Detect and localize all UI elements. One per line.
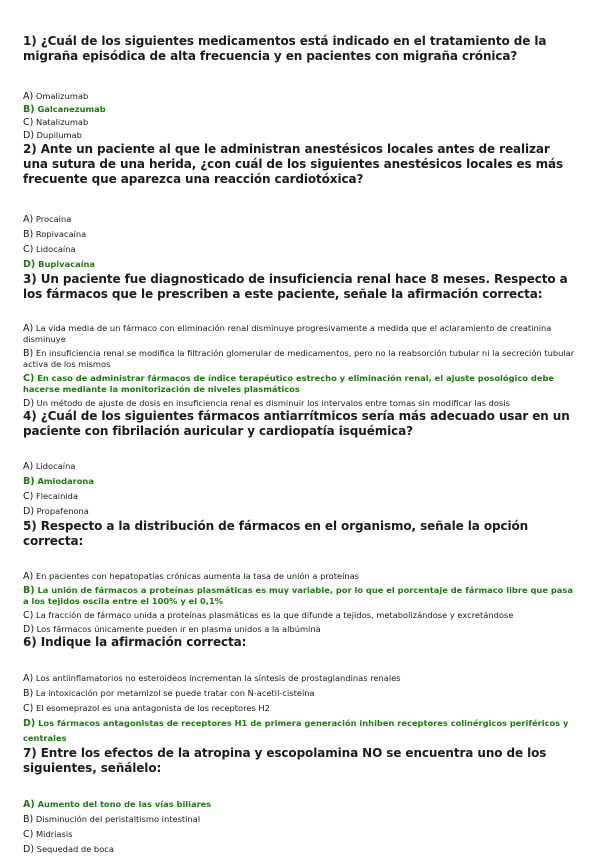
question-text: 2) Ante un paciente al que le administran anestésicos locales antes de realizar una sutura de una herida, ¿con cuál de los siguientes anestésicos locales es más frecuente que aparezca una reacción cardiotóxica? — [23, 142, 564, 186]
option-d: D) Los fármacos únicamente pueden ir en plasma unidos a la albúmina — [23, 624, 321, 635]
question-6 — [23, 635, 578, 746]
question-2 — [23, 142, 578, 272]
option-b: B) Galcanezumab — [23, 104, 106, 115]
question-list — [23, 34, 578, 857]
option-c: C) La fracción de fármaco unida a proteínas plasmáticas es la que difunde a tejidos, metabolizándose y excretándose — [23, 610, 514, 621]
question-text: 5) Respecto a la distribución de fármacos en el organismo, señale la opción correcta: — [23, 519, 529, 548]
option-b: B) Disminución del peristaltismo intestinal — [23, 814, 201, 825]
option-d: D) Bupivacaína — [23, 259, 96, 270]
option-b: B) En insuficiencia renal se modifica la filtración glomerular de medicamentos, pero no la reabsorción tubular ni la secreción tubular activa de los mismos — [23, 348, 575, 369]
option-a: A) En pacientes con hepatopatías crónicas aumenta la tasa de unión a proteínas — [23, 571, 360, 582]
option-a: A) Procaína — [23, 214, 72, 225]
options — [23, 459, 578, 519]
option-d: D) Un método de ajuste de dosis en insuficiencia renal es disminuir los intervalos entre tomas sin modificar las dosis — [23, 398, 510, 409]
option-a: A) Lidocaína — [23, 461, 76, 472]
option-d: D) Dupilumab — [23, 130, 82, 141]
options — [23, 90, 578, 142]
option-b: B) La intoxicación por metamizol se puede tratar con N-acetil-cisteína — [23, 688, 315, 699]
option-c: C) Flecainida — [23, 491, 79, 502]
option-a: A) Aumento del tono de las vías biliares — [23, 799, 212, 810]
question-text: 7) Entre los efectos de la atropina y escopolamina NO se encuentra uno de los siguientes, señálelo: — [23, 746, 547, 775]
option-c: C) Natalizumab — [23, 117, 89, 128]
question-1 — [23, 34, 578, 142]
option-d: D) Sequedad de boca — [23, 844, 114, 855]
option-d: D) Los fármacos antagonistas de receptores H1 de primera generación inhiben receptores colinérgicos periféricos y centrales — [23, 718, 569, 743]
option-b: B) La unión de fármacos a proteínas plasmáticas es muy variable, por lo que el porcentaje de fármaco libre que pasa a los tejidos oscila entre el 100% y el 0,1% — [23, 585, 573, 606]
option-d: D) Propafenona — [23, 506, 89, 517]
options — [23, 323, 578, 409]
question-text: 4) ¿Cuál de los siguientes fármacos antiarrítmicos sería más adecuado usar en un paciente con fibrilación auricular y cardiopatía isquémica? — [23, 409, 570, 438]
option-c: C) El esomeprazol es una antagonista de los receptores H2 — [23, 703, 270, 714]
question-text: 1) ¿Cuál de los siguientes medicamentos está indicado en el tratamiento de la migraña episódica de alta frecuencia y en pacientes con migraña crónica? — [23, 34, 547, 63]
option-c: C) Lidocaína — [23, 244, 76, 255]
question-5 — [23, 519, 578, 635]
options — [23, 212, 578, 272]
option-a: A) La vida media de un fármaco con eliminación renal disminuye progresivamente a medida que el aclaramiento de creatinina disminuye — [23, 323, 552, 344]
option-c: C) Midriasis — [23, 829, 73, 840]
option-c: C) En caso de administrar fármacos de índice terapéutico estrecho y eliminación renal, el ajuste posológico debe hacerse mediante la monitorización de niveles plasmáticos — [23, 373, 555, 394]
option-a: A) Omalizumab — [23, 91, 89, 102]
option-b: B) Ropivacaína — [23, 229, 87, 240]
option-a: A) Los antiinflamatorios no esteroideos incrementan la síntesis de prostaglandinas renales — [23, 673, 401, 684]
question-3 — [23, 272, 578, 409]
options — [23, 797, 578, 857]
options — [23, 571, 578, 635]
question-4 — [23, 409, 578, 519]
option-b: B) Amiodarona — [23, 476, 94, 487]
options — [23, 671, 578, 746]
question-text: 6) Indique la afirmación correcta: — [23, 635, 247, 649]
question-text: 3) Un paciente fue diagnosticado de insuficiencia renal hace 8 meses. Respecto a los fármacos que le prescriben a este paciente, señale la afirmación correcta: — [23, 272, 568, 301]
question-7 — [23, 746, 578, 857]
